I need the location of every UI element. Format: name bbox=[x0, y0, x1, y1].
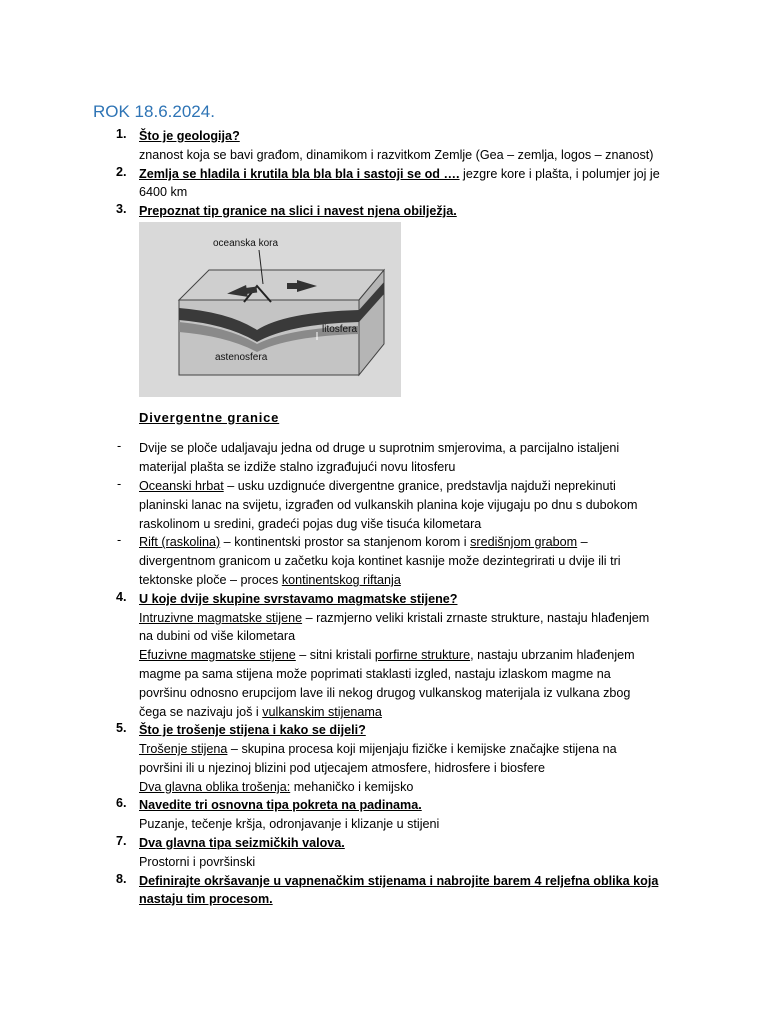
q3-question-text: Prepoznat tip granice na slici i navest njena obilježja. bbox=[139, 204, 457, 218]
q5-t1-line2: površini ili u njezinoj blizini pod utjecajem atmosfere, hidrosfere i biosfere bbox=[139, 761, 545, 775]
q2-question-text: Zemlja se hladila i krutila bla bla bla i sastoji se od …. bbox=[139, 167, 460, 181]
q1-number: 1. bbox=[116, 127, 127, 141]
term-rift: Rift (raskolina) bbox=[139, 535, 221, 549]
bullet3-line3-text: tektonske ploče – proces bbox=[139, 573, 282, 587]
plate-boundary-figure bbox=[139, 222, 401, 397]
label-litosfera: litosfera bbox=[322, 324, 358, 335]
bullet2-line1-text: – usku uzdignuće divergentne granice, predstavlja najduži neprekinuti bbox=[223, 479, 616, 493]
q6-answer: Puzanje, tečenje kršja, odronjavanje i klizanje u stijeni bbox=[139, 817, 440, 831]
divergent-heading: Divergentne granice bbox=[139, 410, 280, 425]
q8-question-line1 bbox=[139, 872, 658, 891]
bullet3-line2: divergentnom granicom u začetku koja kontinet kasnije može dezintegrirati u dvije ili tri bbox=[139, 554, 621, 568]
bullet3-line1 bbox=[139, 533, 588, 552]
q4-t2-line3: površinu odnosno erupcijom lave ili nekog drugog vulkanskog materijala iz vulkana zbog bbox=[139, 686, 631, 700]
q1-question-text: Što je geologija? bbox=[139, 129, 240, 143]
bullet2-line2: planinski lanac na svijetu, izgrađen od vulkanskih planina koje vijugaju po dnu s dubokom bbox=[139, 498, 638, 512]
bullet3-line1-text-a: – kontinentski prostor sa stanjenom korom i bbox=[220, 535, 471, 549]
q4-t1-line2: na dubini od više kilometara bbox=[139, 629, 296, 643]
bullet1-line2: materijal plašta se izdiže stalno izgrađujući novu litosferu bbox=[139, 460, 456, 474]
q2-number: 2. bbox=[116, 165, 127, 179]
q1-question bbox=[139, 127, 240, 146]
term-kontinentsko-riftanje: kontinentskog riftanja bbox=[281, 573, 401, 587]
bullet2-line1 bbox=[139, 477, 616, 496]
term-vulkanske-stijene: vulkanskim stijenama bbox=[262, 705, 382, 719]
q8-question-text-2: nastaju tim procesom. bbox=[139, 892, 273, 906]
bullet-dash-3: - bbox=[117, 533, 122, 547]
q8-question-text-1: Definirajte okršavanje u vapnenačkim stijenama i nabrojite barem 4 reljefna oblika koja bbox=[139, 874, 659, 888]
q7-question-text: Dva glavna tipa seizmičkih valova. bbox=[139, 836, 345, 850]
q1-answer: znanost koja se bavi građom, dinamikom i razvitkom Zemlje (Gea – zemlja, logos – znanost) bbox=[139, 148, 654, 162]
term-oceanski-hrbat: Oceanski hrbat bbox=[139, 479, 224, 493]
q4-t2-line1-text-b: , nastaju ubrzanim hlađenjem bbox=[470, 648, 635, 662]
q5-t1-line1-text: – skupina procesa koji mijenjaju fizičke i kemijske značajke stijena na bbox=[227, 742, 617, 756]
q2-answer-a: jezgre kore i plašta, i polumjer joj je bbox=[459, 167, 660, 181]
q4-t2-line4-text: čega se nazivaju još i bbox=[139, 705, 263, 719]
bullet3-line1-text-b: – bbox=[577, 535, 588, 549]
label-astenosfera: astenosfera bbox=[215, 352, 268, 363]
q4-t2-line2: magme pa sama stijena može poprimati staklasti izgled, nastaju izlaskom magme na bbox=[139, 667, 611, 681]
q7-question bbox=[139, 834, 345, 853]
q8-number: 8. bbox=[116, 872, 127, 886]
bullet-dash-2: - bbox=[117, 477, 122, 491]
q3-number: 3. bbox=[116, 202, 127, 216]
q4-question bbox=[139, 590, 457, 609]
q2-answer-b: 6400 km bbox=[139, 185, 188, 199]
q6-question bbox=[139, 796, 422, 815]
q5-t2-line bbox=[139, 778, 413, 797]
term-intruzivne: Intruzivne magmatske stijene bbox=[139, 611, 303, 625]
q7-answer: Prostorni i površinski bbox=[139, 855, 256, 869]
page-title: ROK 18.6.2024. bbox=[93, 102, 215, 121]
q5-t2-text: mehaničko i kemijsko bbox=[290, 780, 414, 794]
q6-number: 6. bbox=[116, 796, 127, 810]
q6-question-text: Navedite tri osnovna tipa pokreta na padinama. bbox=[139, 798, 422, 812]
term-efuzivne: Efuzivne magmatske stijene bbox=[139, 648, 296, 662]
q4-t2-line1 bbox=[139, 646, 635, 665]
q2-line bbox=[139, 165, 660, 184]
term-oblici-trosenja: Dva glavna oblika trošenja: bbox=[139, 780, 291, 794]
q4-t2-line1-text-a: – sitni kristali bbox=[295, 648, 375, 662]
q5-question-text: Što je trošenje stijena i kako se dijeli? bbox=[139, 723, 366, 737]
q4-t2-line4 bbox=[139, 703, 382, 722]
bullet3-line3 bbox=[139, 571, 401, 590]
q3-question bbox=[139, 202, 457, 221]
q5-question bbox=[139, 721, 366, 740]
term-trosenje: Trošenje stijena bbox=[139, 742, 228, 756]
q4-t1-line1 bbox=[139, 609, 649, 628]
term-porfirne: porfirne strukture bbox=[374, 648, 471, 662]
q4-question-text: U koje dvije skupine svrstavamo magmatske stijene? bbox=[139, 592, 458, 606]
plate-boundary-diagram bbox=[139, 222, 401, 397]
q8-question-line2 bbox=[139, 890, 273, 909]
q4-t1-line1-text: – razmjerno veliki kristali zrnaste strukture, nastaju hlađenjem bbox=[302, 611, 650, 625]
label-oceanska-kora: oceanska kora bbox=[213, 238, 279, 249]
bullet2-line3: raskolinom u sredini, gradeći pojas dug više tisuća kilometara bbox=[139, 517, 482, 531]
term-sredisnja-graba: središnjom grabom bbox=[470, 535, 578, 549]
q5-number: 5. bbox=[116, 721, 127, 735]
q4-number: 4. bbox=[116, 590, 127, 604]
q7-number: 7. bbox=[116, 834, 127, 848]
bullet-dash-1: - bbox=[117, 439, 122, 453]
q5-t1-line1 bbox=[139, 740, 617, 759]
bullet1-line1: Dvije se ploče udaljavaju jedna od druge u suprotnim smjerovima, a parcijalno istaljeni bbox=[139, 441, 620, 455]
